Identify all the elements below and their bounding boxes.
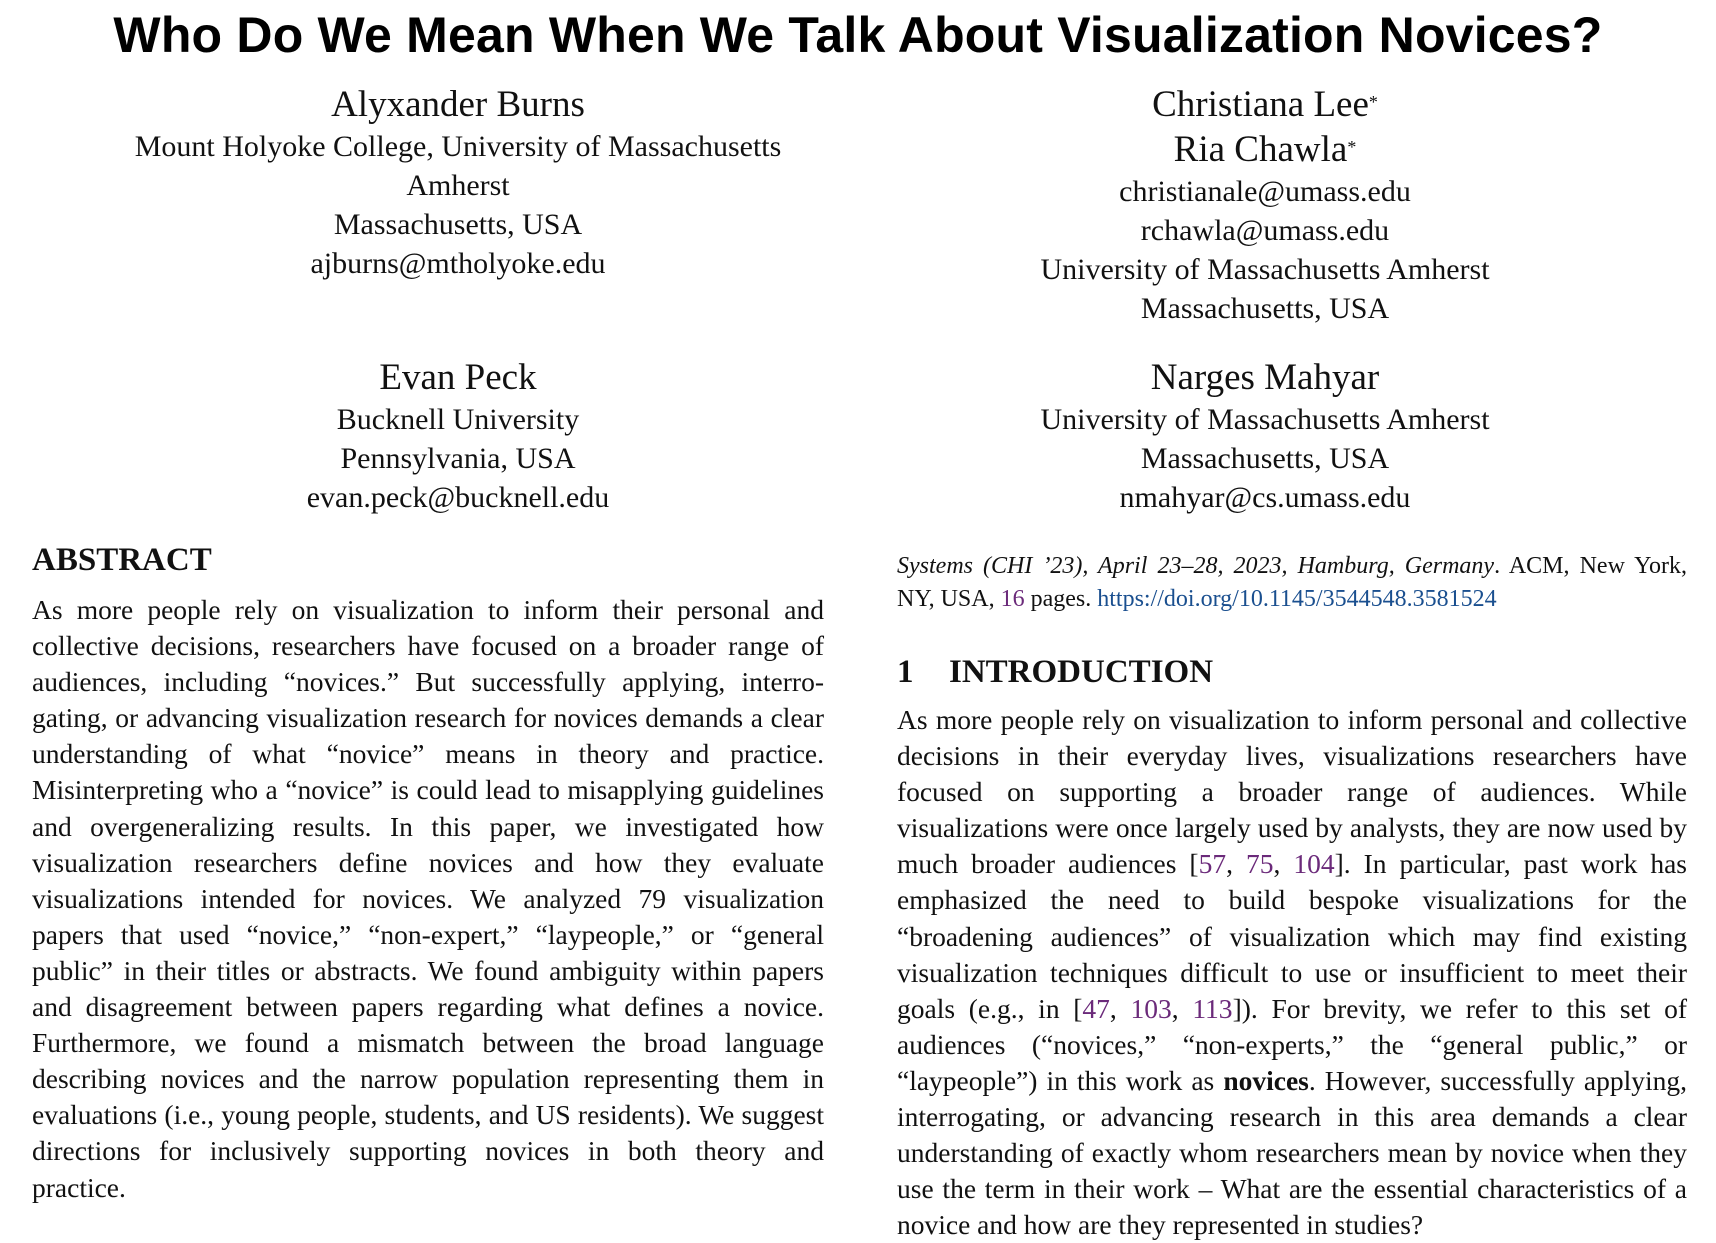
reference-publisher: . ACM, New York, NY, USA,: [897, 553, 1687, 612]
abstract-heading: ABSTRACT: [32, 542, 212, 578]
author-name: Alyxander Burns: [331, 84, 585, 125]
introduction-heading: [897, 652, 1687, 692]
author-burns: [58, 82, 858, 283]
equal-contribution-mark: *: [1368, 92, 1378, 112]
author-email: evan.peck@bucknell.edu: [306, 481, 610, 514]
author-affiliation: Bucknell University: [336, 403, 580, 436]
abstract-section: [32, 540, 824, 1206]
reference-venue: Systems (CHI ’23), April 23–28, 2023, Hamburg, Germany: [897, 553, 1495, 579]
citation-link[interactable]: 47: [1082, 992, 1110, 1024]
author-lee-chawla: [865, 82, 1665, 328]
author-location: Massachusetts, USA: [333, 208, 583, 241]
citation-link[interactable]: 57: [1198, 848, 1227, 880]
author-email: ajburns@mtholyoke.edu: [310, 247, 606, 280]
citation-link[interactable]: 103: [1130, 992, 1172, 1024]
author-name-chawla: Ria Chawla*: [1173, 129, 1357, 170]
introduction-text: As more people rely on visualization to inform personal and collective decisions in their everyday lives, visualizations researchers have focused on supporting a broader range of audiences. While visualizations were once largely used by analysts, they are now used by much broader audiences [57, 75, 104]. In particular, past work has emphasized the need to build bespoke visualizations for the “broadening audiences” of visualization which may find existing visualization techniques difficult to use or insufficient to meet their goals (e.g., in [47, 103, 113]). For brevity, we refer to this set of audiences (“novices,” “non-experts,” the “general public,” or “laypeople”) in this work as novices. However, successfully applying, interrogating, or advancing research in this area demands a clear understanding of exactly whom researchers mean by novice when they use the term in their work – What are the essential characteristics of a novice and how are they represented in studies?: [897, 704, 1688, 1241]
section-number: 1: [897, 654, 914, 690]
author-email: christianale@umass.edu: [1119, 175, 1411, 208]
acm-reference: [897, 550, 1687, 616]
key-term: novices: [1223, 1064, 1309, 1096]
author-location: Massachusetts, USA: [1140, 442, 1390, 475]
citation-link[interactable]: 75: [1245, 848, 1274, 880]
reference-pages-suffix: pages.: [1024, 586, 1098, 612]
citation-link[interactable]: 104: [1293, 848, 1335, 880]
author-mahyar: [865, 355, 1665, 517]
section-title: INTRODUCTION: [949, 654, 1214, 690]
doi-link[interactable]: https://doi.org/10.1145/3544548.3581524: [1097, 586, 1497, 612]
author-location: Pennsylvania, USA: [340, 442, 576, 475]
author-location: Massachusetts, USA: [1140, 292, 1390, 325]
page-count[interactable]: 16: [1000, 586, 1025, 612]
author-affiliation: Amherst: [406, 169, 510, 202]
author-email: nmahyar@cs.umass.edu: [1119, 481, 1411, 514]
author-name: Evan Peck: [379, 357, 537, 398]
citation-link[interactable]: 113: [1192, 992, 1233, 1024]
author-email: rchawla@umass.edu: [1140, 214, 1390, 247]
right-column: [897, 550, 1687, 1243]
author-affiliation: University of Massachusetts Amherst: [1040, 403, 1490, 436]
author-name: Narges Mahyar: [1150, 357, 1380, 398]
abstract-text: As more people rely on visualization to inform their personal and collective decisions, researchers have focused on a broader range of audiences, including “novices.” But successfully applying, interrogating, or advancing visualization research for novices demands a clear understanding of what “novice” means in theory and practice. Misinterpreting who a “novice” is could lead to misapplying guidelines and overgeneralizing results. In this paper, we investigated how visualization researchers define novices and how they evaluate visualizations intended for novices. We analyzed 79 visualization papers that used “novice,” “non-expert,” “laypeople,” or “general public” in their titles or abstracts. We found ambiguity within papers and disagreement between papers regarding what defines a novice. Furthermore, we found a mismatch between the broad language describing novices and the narrow population representing them in evaluations (i.e., young people, students, and US residents). We suggest directions for inclusively supporting novices in both theory and practice.: [32, 594, 824, 1203]
equal-contribution-mark: *: [1347, 137, 1357, 157]
author-affiliation: University of Massachusetts Amherst: [1040, 253, 1490, 286]
paper-title: Who Do We Mean When We Talk About Visualization Novices?: [113, 7, 1603, 63]
author-peck: [58, 355, 858, 517]
author-affiliation: Mount Holyoke College, University of Massachusetts: [134, 130, 782, 163]
author-name-lee: Christiana Lee*: [1152, 84, 1378, 125]
